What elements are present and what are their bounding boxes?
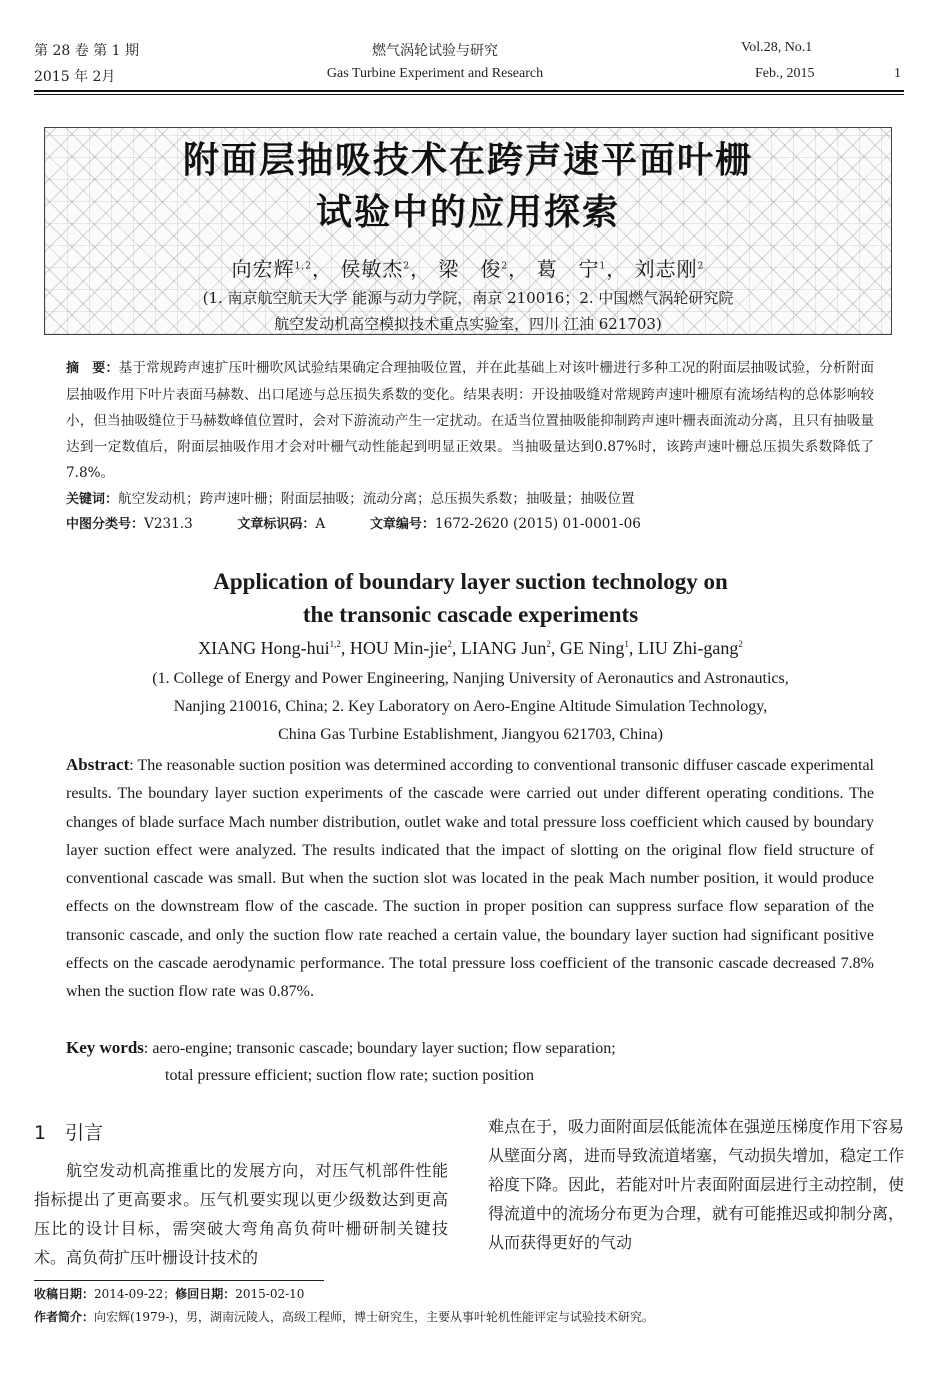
header-journal-en: Gas Turbine Experiment and Research bbox=[326, 66, 544, 81]
title-box bbox=[44, 127, 892, 335]
en-abstract bbox=[66, 751, 874, 1007]
en-keywords-label: Key words bbox=[66, 1038, 144, 1057]
cn-keywords-text: 航空发动机；跨声速叶栅；附面层抽吸；流动分离；总压损失系数；抽吸量；抽吸位置 bbox=[118, 491, 635, 507]
en-affiliation-line3: China Gas Turbine Establishment, Jiangyou 621703, China) bbox=[278, 726, 663, 743]
clc-value: V231.3 bbox=[144, 516, 193, 532]
en-author: HOU Min-jie bbox=[349, 638, 448, 658]
cn-author: 刘志刚 bbox=[634, 257, 698, 281]
section1-left-paragraph: 航空发动机高推重比的发展方向，对压气机部件性能指标提出了更高要求。压气机要实现以更少级数达到更高压比的设计目标，需突破大弯角高负荷叶栅研制关键技术。高负荷扩压叶栅设计技术的 bbox=[34, 1161, 448, 1267]
revised-date: 2015-02-10 bbox=[235, 1287, 305, 1301]
cn-title-line2: 试验中的应用探索 bbox=[315, 192, 620, 233]
en-author: LIU Zhi-gang bbox=[637, 638, 739, 658]
received-date: 2014-09-22； bbox=[94, 1287, 176, 1301]
section1-right-paragraph: 难点在于，吸力面附面层低能流体在强逆压梯度作用下容易从壁面分离，进而导致流道堵塞，气动损失增加，稳定工作裕度下降。因此，若能对叶片表面附面层进行主动控制，使得流道中的流场分布更为合理，就有可能推迟或抑制分离，从而获得更好的气动 bbox=[488, 1117, 905, 1252]
en-affiliation-line1: (1. College of Energy and Power Engineering, Nanjing University of Aeronautics and Astronautics, bbox=[152, 670, 789, 687]
section-heading: 1 引言 bbox=[34, 1122, 104, 1144]
header-date-cn: 2015 年 2月 bbox=[34, 69, 116, 85]
cn-authors: 向宏辉$^{1,2}$， 侯敏杰$^2$， 梁 俊$^2$， 葛 宁$^1$， 刘志刚$^2$ bbox=[231, 257, 705, 281]
en-author: LIANG Jun bbox=[460, 638, 547, 658]
cn-abstract-text: 基于常规跨声速扩压叶栅吹风试验结果确定合理抽吸位置，并在此基础上对该叶栅进行多种工况的附面层抽吸试验，分析附面层抽吸作用下叶片表面马赫数、出口尾迹与总压损失系数的变化。结果表明：开设抽吸缝对常规跨声速叶栅原有流场结构的总体影响较小，但当抽吸缝位于马赫数峰值位置时，会对下游流动产生一定扰动。在适当位置抽吸能抑制跨声速叶栅表面流动分离，且只有抽吸量达到一定数值后，附面层抽吸作用才会对叶栅气动性能起到明显正效果。当抽吸量达到0.87%时，该跨声速叶栅总压损失系数降低了7.8%。 bbox=[66, 360, 874, 481]
article-no-value: 1672-2620 (2015) 01-0001-06 bbox=[434, 516, 641, 532]
header-volume-en: Vol.28, No.1 bbox=[741, 40, 813, 55]
en-keywords bbox=[66, 1038, 874, 1058]
page-number: 1 bbox=[894, 66, 901, 81]
footnote-dates: 收稿日期：2014-09-22；修回日期：2015-02-10 bbox=[34, 1287, 305, 1301]
cn-affiliation-line2: 航空发动机高空模拟技术重点实验室，四川 江油 621703) bbox=[274, 315, 662, 333]
header-journal-cn: 燃气涡轮试验与研究 bbox=[372, 43, 498, 59]
en-author: GE Ning bbox=[559, 638, 625, 658]
en-title-line2: the transonic cascade experiments bbox=[302, 602, 639, 627]
cn-author: 向宏辉 bbox=[231, 257, 295, 281]
header-rule-thick bbox=[34, 90, 904, 92]
en-abstract-text: : The reasonable suction position was determined according to conventional transonic diffuser cascade experimental results. The boundary layer suction experiments of the cascade were carried out under different operating conditions. The changes of blade surface Mach number distribution, outlet wake and total pressure loss coefficient which caused by boundary layer suction effect were analyzed. The results indicated that the impact of slotting on the original flow field structure of conventional cascade was small. But when the suction slot was located in the peak Mach number position, it would produce effects on the downstream flow of the cascade. The suction in proper position can suppress surface flow separation of the transonic cascade, and only the suction flow rate reached a certain value, the boundary layer suction had significant positive effects on the cascade aerodynamic performance. The total pressure loss coefficient of the transonic cascade decreased 7.8% when the suction flow rate was 0.87%. bbox=[66, 757, 874, 1001]
footnote-rule bbox=[34, 1280, 324, 1281]
en-keywords-line1: : aero-engine; transonic cascade; boundary layer suction; flow separation; bbox=[143, 1040, 616, 1057]
cn-author: 葛 宁 bbox=[536, 257, 600, 281]
header-rule-thin bbox=[34, 94, 904, 95]
cn-keywords-label: 关键词： bbox=[66, 492, 119, 507]
cn-classification: 中图分类号：V231.3 文章标识码：A 文章编号：1672-2620 (2015) 01-0001-06 bbox=[66, 516, 641, 532]
en-keywords-line2: total pressure efficient; suction flow rate; suction position bbox=[165, 1067, 534, 1084]
author-bio-text: 向宏辉(1979-)，男，湖南沅陵人，高级工程师，博士研究生，主要从事叶轮机性能评定与试验技术研究。 bbox=[94, 1310, 654, 1324]
cn-keywords bbox=[66, 487, 874, 507]
en-affiliation-line2: Nanjing 210016, China; 2. Key Laboratory on Aero-Engine Altitude Simulation Technology, bbox=[173, 698, 768, 715]
en-author: XIANG Hong-hui bbox=[198, 638, 330, 658]
en-authors: XIANG Hong-hui$^{1,2}$, HOU Min-jie$^2$, LIANG Jun$^2$, GE Ning$^1$, LIU Zhi-gang$^2$ bbox=[198, 638, 743, 658]
footnote-author-bio: 作者简介：向宏辉(1979-)，男，湖南沅陵人，高级工程师，博士研究生，主要从事叶轮机性能评定与试验技术研究。 bbox=[34, 1310, 654, 1324]
doc-code-value: A bbox=[315, 516, 326, 532]
cn-abstract bbox=[66, 355, 874, 486]
cn-affiliation-line1: (1. 南京航空航天大学 能源与动力学院，南京 210016；2. 中国燃气涡轮研究院 bbox=[202, 289, 734, 307]
cn-author: 侯敏杰 bbox=[340, 257, 404, 281]
cn-abstract-label: 摘 要： bbox=[66, 361, 119, 376]
cn-title-line1: 附面层抽吸技术在跨声速平面叶栅 bbox=[182, 140, 753, 181]
en-abstract-label: Abstract bbox=[66, 755, 130, 774]
header-volume: 第 28 卷 第 1 期 bbox=[34, 43, 139, 59]
header-date-en: Feb., 2015 bbox=[755, 66, 815, 81]
en-title-line1: Application of boundary layer suction technology on bbox=[213, 569, 728, 594]
cn-author: 梁 俊 bbox=[438, 257, 502, 281]
